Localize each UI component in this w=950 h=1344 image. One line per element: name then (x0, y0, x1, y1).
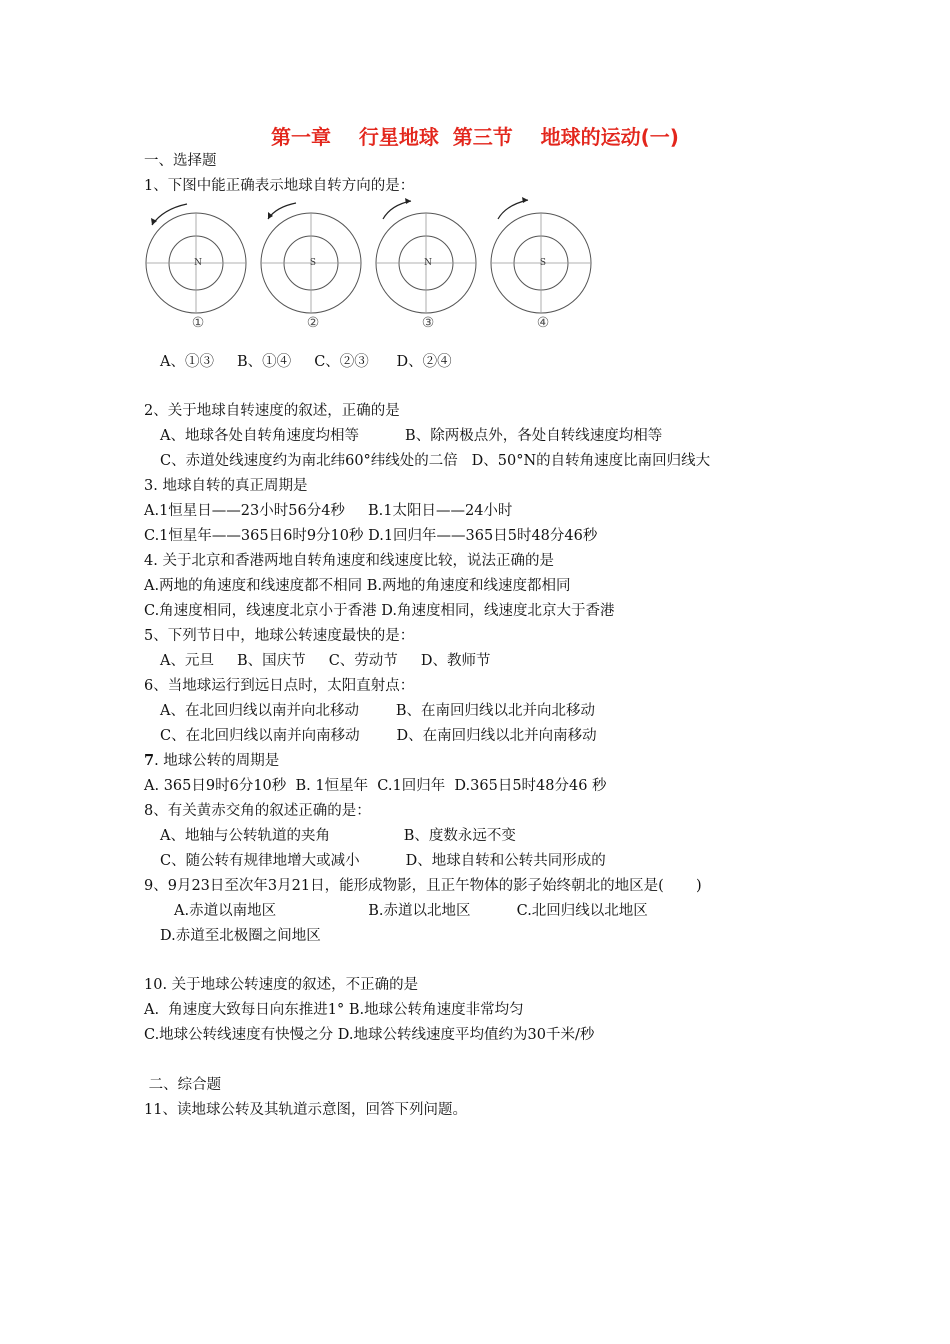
figure-1-label: ① (191, 315, 205, 331)
question-10-options-cd: C.地球公转线速度有快慢之分 D.地球公转线速度平均值约为30千米/秒 (144, 1027, 595, 1043)
figure-1 (143, 195, 253, 335)
question-4-stem: 4. 关于北京和香港两地自转角速度和线速度比较，说法正确的是 (144, 553, 554, 569)
question-10-stem: 10. 关于地球公转速度的叙述，不正确的是 (144, 977, 419, 993)
question-9-options-abc: A.赤道以南地区 B.赤道以北地区 C.北回归线以北地区 (174, 903, 648, 919)
question-7-number: 7 (144, 752, 155, 769)
figure-2-label: ② (306, 315, 320, 331)
question-4-options-cd: C.角速度相同，线速度北京小于香港 D.角速度相同，线速度北京大于香港 (144, 603, 615, 619)
question-8-options-ab: A、地轴与公转轨道的夹角 B、度数永远不变 (160, 828, 516, 844)
question-2-options-cd: C、赤道处线速度约为南北纬60°纬线处的二倍 D、50°N的自转角速度比南回归线大 (160, 453, 711, 469)
question-3-options-cd: C.1恒星年——365日6时9分10秒 D.1回归年——365日5时48分46秒 (144, 528, 598, 544)
figure-2 (258, 195, 368, 335)
question-7-stem: . 地球公转的周期是 (154, 753, 280, 769)
question-9-option-d: D.赤道至北极圈之间地区 (160, 928, 321, 944)
question-3-stem: 3. 地球自转的真正周期是 (144, 478, 308, 494)
question-3-options-ab: A.1恒星日——23小时56分4秒 B.1太阳日——24小时 (144, 503, 513, 519)
figure-3-label: ③ (421, 315, 435, 331)
figure-2-pole: S (309, 258, 317, 268)
section-heading-choice: 一、选择题 (144, 153, 217, 169)
question-1-options: A、①③ B、①④ C、②③ D、②④ (160, 354, 452, 370)
figure-1-arrow (152, 204, 187, 225)
question-5-stem: 5、下列节日中，地球公转速度最快的是： (144, 628, 415, 644)
question-8-stem: 8、有关黄赤交角的叙述正确的是： (144, 803, 371, 819)
question-2-options-ab: A、地球各处自转角速度均相等 B、除两极点外，各处自转线速度均相等 (160, 428, 663, 444)
question-1-stem: 1、下图中能正确表示地球自转方向的是： (144, 178, 415, 194)
figure-4-label: ④ (536, 315, 550, 331)
question-5-options: A、元旦 B、国庆节 C、劳动节 D、教师节 (160, 653, 491, 669)
question-6-options-cd: C、在北回归线以南并向南移动 D、在南回归线以北并向南移动 (160, 728, 597, 744)
question-7-stem-line (144, 752, 279, 770)
question-2-stem: 2、关于地球自转速度的叙述，正确的是 (144, 403, 400, 419)
question-7-options: A. 365日9时6分10秒 B. 1恒星年 C.1回归年 D.365日5时48分46 秒 (144, 778, 607, 794)
section-heading-comprehensive: 二、综合题 (144, 1077, 222, 1093)
figure-4-pole: S (539, 258, 547, 268)
question-11-stem: 11、读地球公转及其轨道示意图，回答下列问题。 (144, 1102, 467, 1118)
rotation-direction-figures (140, 195, 610, 335)
question-4-options-ab: A.两地的角速度和线速度都不相同 B.两地的角速度和线速度都相同 (144, 578, 571, 594)
figure-3 (373, 195, 483, 335)
question-8-options-cd: C、随公转有规律地增大或减小 D、地球自转和公转共同形成的 (160, 853, 606, 869)
question-10-options-ab: A. 角速度大致每日向东推进1° B.地球公转角速度非常均匀 (144, 1002, 524, 1018)
figure-4 (488, 195, 598, 335)
page-title: 第一章 行星地球 第三节 地球的运动(一) (271, 125, 679, 149)
question-6-stem: 6、当地球运行到远日点时，太阳直射点： (144, 678, 415, 694)
figure-3-pole: N (424, 258, 432, 268)
question-6-options-ab: A、在北回归线以南并向北移动 B、在南回归线以北并向北移动 (160, 703, 595, 719)
figure-1-pole: N (194, 258, 202, 268)
question-9-stem: 9、9月23日至次年3月21日，能形成物影，且正午物体的影子始终朝北的地区是( ) (144, 878, 702, 894)
